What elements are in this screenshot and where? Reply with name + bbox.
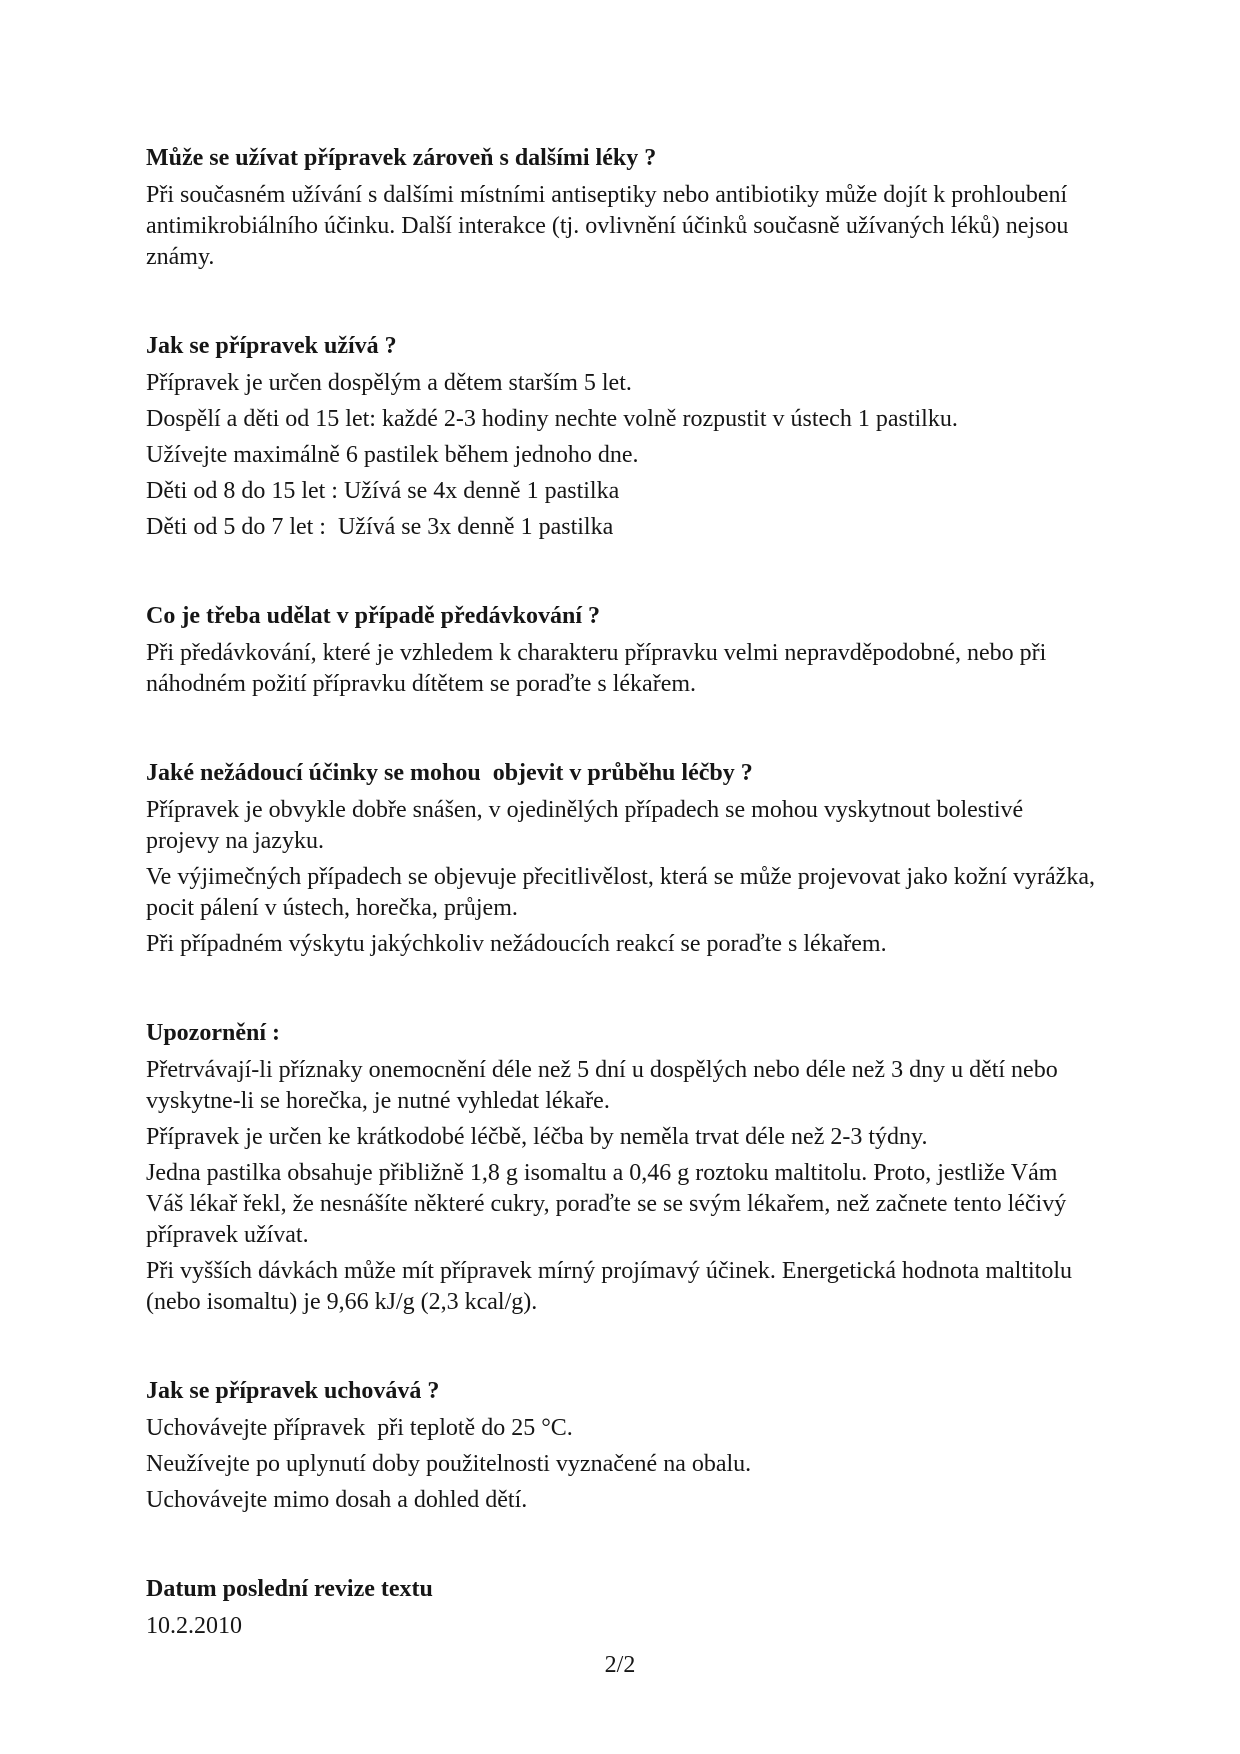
- section-storage: [146, 1376, 1098, 1516]
- page-number: 2/2: [604, 1652, 636, 1678]
- section-revision-date: [146, 1574, 1098, 1642]
- section-heading-interactions: Může se užívat přípravek zároveň s dalšími léky ?: [146, 145, 657, 171]
- document-content: [146, 143, 1101, 1647]
- paragraph: Uchovávejte mimo dosah a dohled dětí.: [146, 1487, 528, 1513]
- paragraph: Při současném užívání s dalšími místními antiseptiky nebo antibiotiky může dojít k prohloubení antimikrobiálního účinku. Další interakce (tj. ovlivnění účinků současně užívaných léků) nejsou známy.: [146, 182, 1075, 270]
- section-interactions: [146, 143, 1098, 273]
- paragraph: Dospělí a děti od 15 let: každé 2-3 hodiny nechte volně rozpustit v ústech 1 pastilku.: [146, 406, 958, 432]
- section-heading-revision-date: Datum poslední revize textu: [146, 1576, 433, 1602]
- paragraph: Děti od 5 do 7 let : Užívá se 3x denně 1 pastilka: [146, 514, 614, 540]
- section-usage: [146, 331, 1098, 543]
- paragraph: Ve výjimečných případech se objevuje přecitlivělost, která se může projevovat jako kožní vyrážka, pocit pálení v ústech, horečka, průjem.: [146, 864, 1101, 921]
- section-heading-warnings: Upozornění :: [146, 1020, 280, 1046]
- paragraph: Při předávkování, které je vzhledem k charakteru přípravku velmi nepravděpodobné, nebo při náhodném požití přípravku dítětem se poraďte s lékařem.: [146, 640, 1053, 697]
- section-heading-overdose: Co je třeba udělat v případě předávkování ?: [146, 603, 601, 629]
- section-heading-storage: Jak se přípravek uchovává ?: [146, 1378, 440, 1404]
- paragraph: Při případném výskytu jakýchkoliv nežádoucích reakcí se poraďte s lékařem.: [146, 931, 887, 957]
- section-heading-usage: Jak se přípravek užívá ?: [146, 333, 397, 359]
- paragraph: Děti od 8 do 15 let : Užívá se 4x denně 1 pastilka: [146, 478, 620, 504]
- paragraph: Přípravek je určen ke krátkodobé léčbě, léčba by neměla trvat déle než 2-3 týdny.: [146, 1124, 928, 1150]
- paragraph: Užívejte maximálně 6 pastilek během jednoho dne.: [146, 442, 639, 468]
- section-warnings: [146, 1018, 1098, 1318]
- section-side-effects: [146, 758, 1101, 960]
- paragraph: Uchovávejte přípravek při teplotě do 25 °C.: [146, 1415, 573, 1441]
- paragraph: Přípravek je obvykle dobře snášen, v ojedinělých případech se mohou vyskytnout bolestivé projevy na jazyku.: [146, 797, 1030, 854]
- section-heading-side-effects: Jaké nežádoucí účinky se mohou objevit v průběhu léčby ?: [146, 760, 753, 786]
- paragraph: Jedna pastilka obsahuje přibližně 1,8 g isomaltu a 0,46 g roztoku maltitolu. Proto, jestliže Vám Váš lékař řekl, že nesnášíte některé cukry, poraďte se se svým lékařem, než začnete tento léčivý přípravek užívat.: [146, 1160, 1073, 1248]
- paragraph: Přetrvávají-li příznaky onemocnění déle než 5 dní u dospělých nebo déle než 3 dny u dětí nebo vyskytne-li se horečka, je nutné vyhledat lékaře.: [146, 1057, 1064, 1114]
- paragraph: Přípravek je určen dospělým a dětem starším 5 let.: [146, 370, 632, 396]
- paragraph: Při vyšších dávkách může mít přípravek mírný projímavý účinek. Energetická hodnota maltitolu (nebo isomaltu) je 9,66 kJ/g (2,3 kcal/g).: [146, 1258, 1078, 1315]
- section-overdose: [146, 601, 1098, 700]
- revision-date: 10.2.2010: [146, 1613, 242, 1639]
- paragraph: Neužívejte po uplynutí doby použitelnosti vyznačené na obalu.: [146, 1451, 752, 1477]
